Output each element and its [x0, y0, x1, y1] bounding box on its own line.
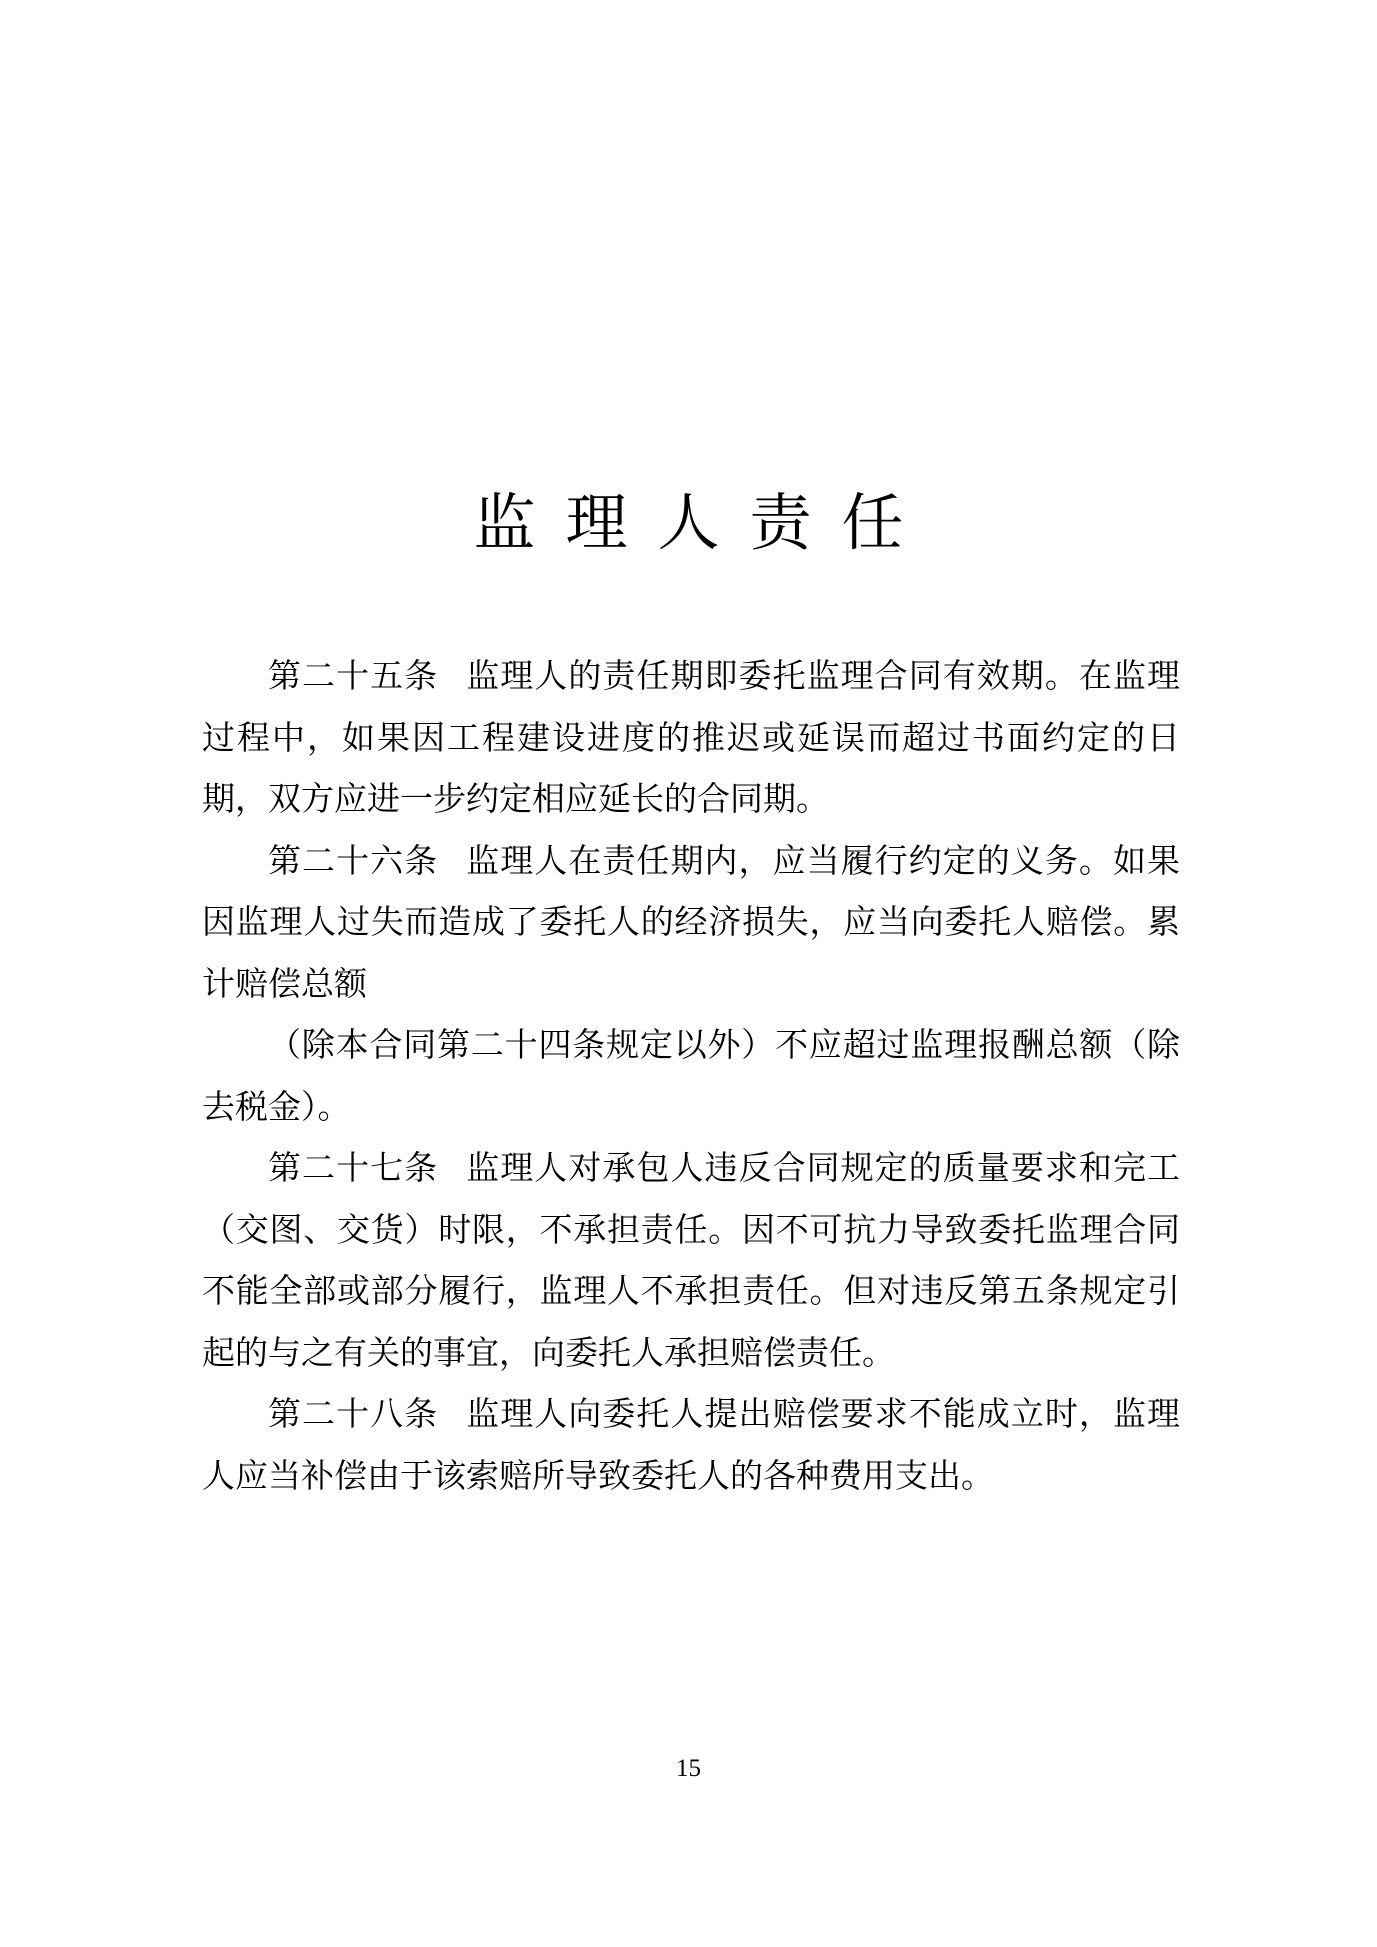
article-26	[202, 830, 1180, 1015]
article-27	[202, 1137, 1180, 1383]
article-text: 监理人在责任期内，应当履行约定的义务。如果因监理人过失而造成了委托人的经济损失，应当向委托人赔偿。累计赔偿总额	[202, 840, 1181, 1003]
article-28	[202, 1383, 1180, 1506]
article-number: 第二十五条	[268, 656, 439, 695]
article-text: 监理人对承包人违反合同规定的质量要求和完工（交图、交货）时限，不承担责任。因不可抗力导致委托监理合同不能全部或部分履行，监理人不承担责任。但对违反第五条规定引起的与之有关的事宜，向委托人承担赔偿责任。	[202, 1148, 1181, 1372]
article-text: 监理人向委托人提出赔偿要求不能成立时，监理人应当补偿由于该索赔所导致委托人的各种费用支出。	[202, 1394, 1181, 1495]
page-title: 监理人责任	[473, 486, 934, 559]
article-number: 第二十六条	[268, 840, 439, 880]
article-number: 第二十七条	[268, 1148, 439, 1187]
article-25	[202, 645, 1180, 830]
document-body	[202, 645, 1180, 1506]
article-26-continuation	[202, 1014, 1180, 1137]
article-text: 监理人的责任期即委托监理合同有效期。在监理过程中，如果因工程建设进度的推迟或延误而超过书面约定的日期，双方应进一步约定相应延长的合同期。	[202, 656, 1181, 818]
article-text: （除本合同第二十四条规定以外）不应超过监理报酬总额（除去税金）。	[202, 1025, 1180, 1126]
article-number: 第二十八条	[268, 1394, 439, 1433]
page-number: 15	[676, 1755, 701, 1782]
